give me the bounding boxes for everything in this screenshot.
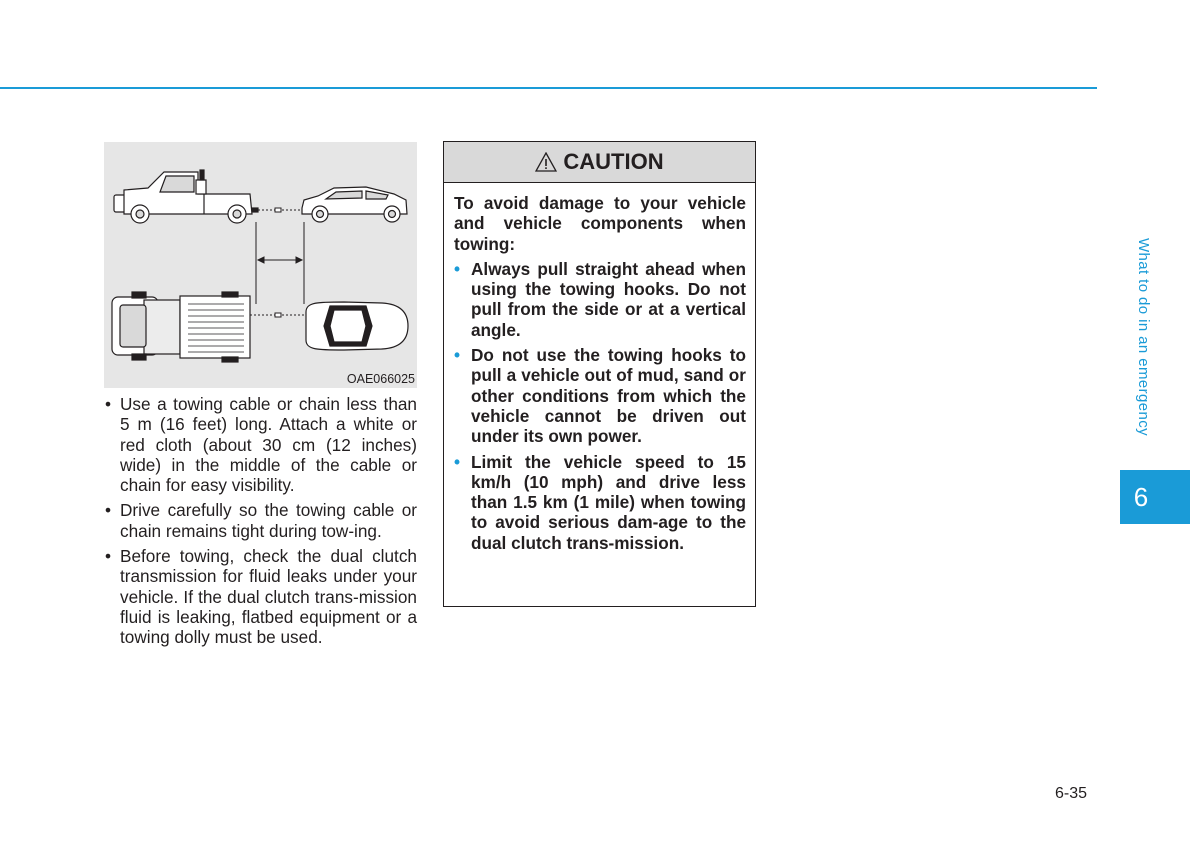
caution-intro: To avoid damage to your vehicle and vehicle components when towing: <box>454 193 746 254</box>
caution-item: • Always pull straight ahead when using the towing hooks. Do not pull from the side or at a vertical angle. <box>454 259 746 340</box>
caution-body <box>444 183 755 553</box>
page-number: 6-35 <box>1055 785 1088 802</box>
towed-car-side <box>302 187 407 222</box>
figure-code: OAE066025 <box>346 372 415 386</box>
towed-car-top <box>306 302 408 350</box>
distance-marker <box>256 222 304 304</box>
caution-header <box>444 142 755 183</box>
header-rule <box>0 87 1097 89</box>
caution-list <box>454 259 746 553</box>
section-label: What to do in an emergency <box>1135 238 1152 437</box>
chapter-tab: 6 <box>1120 470 1190 524</box>
tow-truck-top <box>112 292 250 362</box>
caution-box <box>443 141 756 607</box>
list-item: • Drive carefully so the towing cable or chain remains tight during tow-ing. <box>104 500 417 541</box>
caution-item: • Do not use the towing hooks to pull a vehicle out of mud, sand or other conditions from which the vehicle cannot be driven out under its own power. <box>454 345 746 446</box>
towing-instructions <box>104 394 417 653</box>
towing-diagram <box>104 142 417 388</box>
caution-item: • Limit the vehicle speed to 15 km/h (10 mph) and drive less than 1.5 km (1 mile) when towing to avoid serious dam-age to the dual clutch trans-mission. <box>454 452 746 553</box>
warning-icon <box>535 152 557 172</box>
list-item: • Before towing, check the dual clutch transmission for fluid leaks under your vehicle. If the dual clutch trans-mission fluid is leaking, flatbed equipment or a towing dolly must be used. <box>104 546 417 647</box>
towing-illustration <box>104 142 417 388</box>
caution-title: CAUTION <box>563 149 664 174</box>
tow-truck-side <box>114 170 258 223</box>
list-item: • Use a towing cable or chain less than 5 m (16 feet) long. Attach a white or red cloth (about 30 cm (12 inches) wide) in the middle of the cable or chain for easy visibility. <box>104 394 417 495</box>
